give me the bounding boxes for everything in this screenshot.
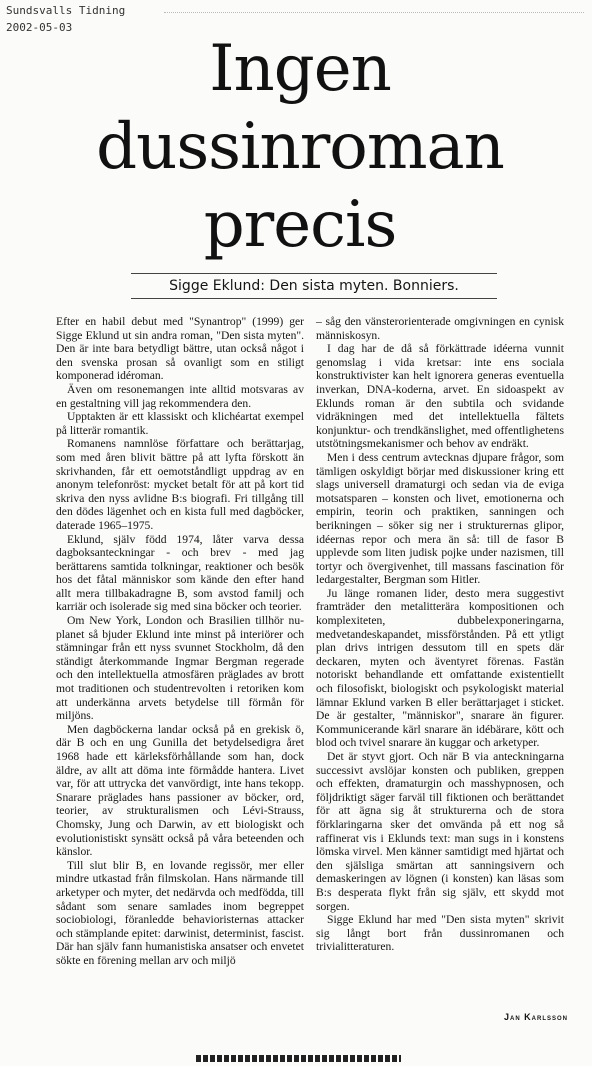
paper-name: Sundsvalls Tidning bbox=[6, 4, 126, 17]
paragraph: Om New York, London och Brasilien tillhör nu-planet så bjuder Eklund inte minst på interiörer och stämningar från ett nyss svunnet Stockholm, då den ständigt återkommande Ingmar Bergman regerade och den intellektuella atmosfären präglades av brott mot traditionen och studentrevolten i retoriken kom att underkänna arvets betydelse till förmån för miljöns. bbox=[56, 614, 304, 723]
paragraph: Sigge Eklund har med "Den sista myten" skrivit sig långt bort från dussinromanen och trivialitteraturen. bbox=[316, 913, 564, 954]
paragraph: Ju länge romanen lider, desto mera suggestivt framträder den metalitterära kompositionen och komplexiteten, dubbelexponeringarna, medvetandeskapandet, missförstånden. På ett ytligt plan drivs intrigen dessutom till en spets där deckaren, myten och äventyret förenas. Fastän notoriskt behandlande ett omfattande existentiellt och filosofiskt, biologiskt och psykologiskt material lämnar Eklund varken B eller berättarjaget i sticket. De är gestalter, "människor", snarare än figurer. Kommunicerande kärl snarare än idébärare, kött och blod och tvivel snarare än kuggar och arketyper. bbox=[316, 586, 564, 750]
headline-line-3: precis bbox=[203, 188, 397, 262]
paragraph: I dag har de då så förkättrade idéerna vunnit genomslag i vida kretsar: inte ens sociala konstruktivister kan helt ignorera generas eventuella inverkan, DNA-koderna, arvet. En sidoaspekt av Eklunds roman är den subtila och svidande vidräkningen med det intellektuella fältets konjunktur- och trendkänslighet, med offentlighetens utstötningsmekanismer och behov av endräkt. bbox=[316, 342, 564, 451]
headline-line-2: dussinroman bbox=[96, 110, 504, 184]
paragraph: Det är styvt gjort. Och när B via anteckningarna successivt avslöjar konsten och publiken, greppen och effekten, dramaturgin och masshypnosen, och följdriktigt säger farväl till fiktionen och berättandet för att ägna sig åt strukturerna och de stora förklaringarna sker det omvända på ett nog så raffinerat vis i Eklunds text: man sugs in i konstens lömska virvel. Men känner samtidigt med hjärtat och den själsliga smärtan att sanningsivern och demaskeringen av lögnen (i konsten) kan läsas som B:s desperata flykt från sig själv, ett skydd mot sorgen. bbox=[316, 750, 564, 913]
article-column-right bbox=[316, 315, 564, 954]
paragraph: Upptakten är ett klassiskt och klichéartat exempel på litterär romantik. bbox=[56, 410, 304, 437]
paragraph: Till slut blir B, en lovande regissör, mer eller mindre utkastad från filmskolan. Hans närmande till arketyper och myter, det nedärvda och medfödda, till sådant som senare samlades inom begreppet sociobiologi, föranledde behavioristernas attacker och stämplande epitet: darwinist, determinist, fascist. Där han själv fann humanistiska ansatser och envetet sökte en förening mellan arv och miljö bbox=[56, 858, 304, 967]
byline: Jan Karlsson bbox=[503, 1012, 568, 1022]
publication-date: 2002-05-03 bbox=[6, 21, 73, 34]
dotted-rule bbox=[164, 12, 584, 13]
headline-line-1: Ingen bbox=[209, 32, 391, 106]
scan-footer-bar bbox=[196, 1055, 401, 1062]
subhead-book-info: Sigge Eklund: Den sista myten. Bonniers. bbox=[131, 273, 497, 299]
paragraph: Eklund, själv född 1974, låter varva dessa dagboksanteckningar - och brev - med jag berättarens samtida tolkningar, reaktioner och besök hos det fåtal människor som kände den efter hand allt mera tillbakadragne B, som avstod familj och karriär och isolerade sig med sina böcker och teorier. bbox=[56, 532, 304, 614]
paragraph: Romanens namnlöse författare och berättarjag, som med åren blivit bättre på att lyfta förskott än skrivhanden, får ett oemotståndligt uppdrag av en anonym telefonröst: mycket betalt för att på kort tid skriva den nyss avlidne B:s biografi. Fri tillgång till den dödes lägenhet och en kista full med dagböcker, daterade 1965–1975. bbox=[56, 437, 304, 532]
paragraph: Men dagböckerna landar också på en grekisk ö, där B och en ung Gunilla det betydelsedigra året 1968 hade ett kärleksförhållande som han, dock äldre, av allt att döma inte förmådde hantera. Livet var, för att uttrycka det vanvördigt, inte hans tekopp. Snarare präglades hans passioner av böcker, ord, teorier, av strukturalismen och Lévi-Strauss, Chomsky, Jung och Darwin, av ett biologiskt och evolutionistiskt synsätt också på våra beteenden och känslor. bbox=[56, 722, 304, 859]
paragraph: Även om resonemangen inte alltid motsvaras av en gestaltning vill jag rekommendera den. bbox=[56, 382, 304, 410]
paragraph: Efter en habil debut med "Synantrop" (1999) ger Sigge Eklund ut sin andra roman, "Den sista myten". Den är inte bara betydligt bättre, utan också något i den svenska prosan så ovanligt som en stiligt komponerad idéroman. bbox=[56, 315, 304, 383]
paragraph: – såg den vänsterorienterade omgivningen en cynisk människosyn. bbox=[316, 315, 564, 342]
article-column-left bbox=[56, 315, 304, 968]
paragraph: Men i dess centrum avtecknas djupare frågor, som tämligen oskyldigt börjar med diskussioner kring ett slags universell dramaturgi och sedan via de eviga motsatsparen – konsten och livet, emotionerna och empirin, teorin och praktiken, sanningen och berikningen – söker sig ner i strukturernas glipor, idéernas repor och mera än så: till de fasor B upplevde som liten judisk pojke under nazismen, till tortyr och övergivenhet, till massans fascination för ledargestalter, Bergman som Hitler. bbox=[316, 450, 564, 587]
headline bbox=[60, 30, 540, 264]
